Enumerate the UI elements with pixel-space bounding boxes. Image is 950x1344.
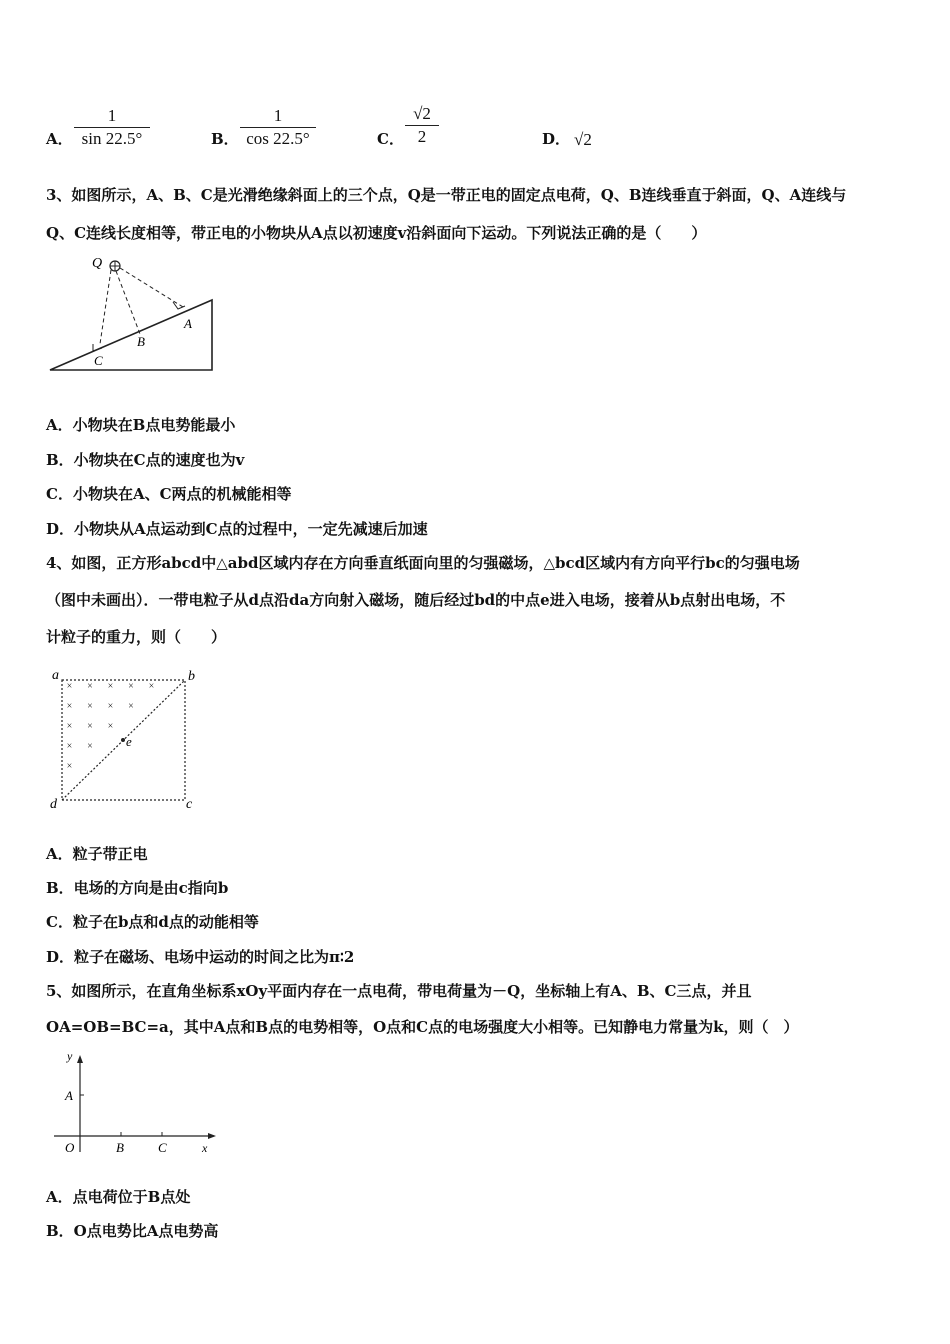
q5-stem-line2: OA=OB=BC=a，其中A点和B点的电势相等，O点和C点的电场强度大小相等。已知静电力常量为k，则（ ）	[46, 1018, 799, 1036]
field-mark-cross: ×	[107, 681, 114, 692]
label-c: C	[158, 1140, 167, 1155]
q5-axes-figure	[48, 1048, 224, 1160]
field-mark-cross: ×	[66, 721, 73, 732]
q4-choice-a[interactable]: A．粒子带正电	[46, 845, 148, 863]
field-mark-cross: ×	[86, 681, 94, 692]
label-c: C	[94, 353, 103, 368]
field-mark-cross: ×	[86, 741, 94, 752]
q5-stem-line1: 5、如图所示，在直角坐标系xOy平面内存在一点电荷，带电荷量为－Q，坐标轴上有A、B、C三点，并且	[46, 982, 752, 1000]
label-a: a	[52, 668, 59, 683]
q3-stem-line2: Q、C连线长度相等，带正电的小物块从A点以初速度v沿斜面向下运动。下列说法正确的是（ ）	[46, 224, 707, 242]
field-mark-cross: ×	[86, 721, 94, 732]
field-mark-cross: ×	[127, 701, 135, 712]
q4-stem-line3: 计粒子的重力，则（ ）	[46, 628, 227, 646]
option-d-value: √2	[574, 130, 592, 149]
field-mark-cross: ×	[66, 701, 73, 712]
q3-choice-d[interactable]: D．小物块从A点运动到C点的过程中，一定先减速后加速	[46, 520, 428, 538]
field-mark-cross: ×	[66, 681, 73, 692]
q3-incline-figure	[40, 252, 230, 377]
label-c: c	[186, 797, 193, 812]
option-c-fraction	[405, 104, 439, 147]
label-e: e	[126, 734, 132, 749]
option-a-label: A．	[46, 130, 73, 148]
option-b-label: B．	[211, 130, 239, 148]
q4-choice-c[interactable]: C．粒子在b点和d点的动能相等	[46, 913, 259, 931]
option-b-denominator: cos 22.5°	[246, 129, 310, 148]
q3-stem-line1: 3、如图所示，A、B、C是光滑绝缘斜面上的三个点，Q是一带正电的固定点电荷，Q、B连线垂直于斜面，Q、A连线与	[46, 186, 847, 204]
q3-choice-b[interactable]: B．小物块在C点的速度也为v	[46, 451, 245, 469]
option-d-label: D．	[542, 130, 571, 148]
qa-line	[120, 268, 183, 307]
field-mark-cross: ×	[148, 681, 155, 692]
label-b: B	[137, 334, 145, 349]
label-q: Q	[92, 256, 103, 271]
label-o: O	[65, 1140, 75, 1155]
field-mark-cross: ×	[127, 681, 135, 692]
q3-choice-a[interactable]: A．小物块在B点电势能最小	[46, 416, 236, 434]
q4-stem-line2: （图中未画出）．一带电粒子从d点沿da方向射入磁场，随后经过bd的中点e进入电场，接着从b点射出电场，不	[46, 591, 786, 609]
qb-line	[116, 271, 140, 334]
label-x: x	[202, 1141, 208, 1155]
q3-choice-c[interactable]: C．小物块在A、C两点的机械能相等	[46, 485, 292, 503]
field-mark-cross: ×	[107, 701, 114, 712]
field-mark-cross: ×	[107, 721, 114, 732]
option-b-fraction	[240, 106, 316, 149]
option-c-denominator: 2	[417, 127, 427, 146]
option-b-numerator: 1	[273, 106, 283, 125]
label-d: d	[50, 797, 57, 812]
field-mark-cross: ×	[86, 701, 94, 712]
qc-line	[100, 270, 111, 344]
label-b: B	[116, 1140, 124, 1155]
q4-stem-line1: 4、如图，正方形abcd中△abd区域内存在方向垂直纸面向里的匀强磁场，△bcd区域内有方向平行bc的匀强电场	[46, 554, 800, 572]
field-mark-cross: ×	[66, 741, 73, 752]
option-a-numerator: 1	[107, 106, 117, 125]
option-c-numerator: √2	[413, 104, 431, 123]
point-e	[121, 738, 125, 742]
label-a: A	[184, 316, 192, 331]
magnetic-field-marks	[66, 681, 155, 772]
option-a-fraction	[74, 106, 150, 149]
q5-choice-b[interactable]: B．O点电势比A点电势高	[46, 1222, 219, 1240]
option-c-label: C．	[377, 130, 404, 148]
q4-choice-b[interactable]: B．电场的方向是由c指向b	[46, 879, 229, 897]
label-a: A	[65, 1088, 73, 1103]
field-mark-cross: ×	[66, 761, 73, 772]
q5-choice-a[interactable]: A．点电荷位于B点处	[46, 1188, 191, 1206]
label-b: b	[188, 669, 195, 684]
option-a-denominator: sin 22.5°	[81, 129, 143, 148]
q4-choice-d[interactable]: D．粒子在磁场、电场中运动的时间之比为π∶2	[46, 948, 355, 966]
q4-square-figure	[44, 664, 204, 814]
label-y: y	[67, 1049, 73, 1063]
